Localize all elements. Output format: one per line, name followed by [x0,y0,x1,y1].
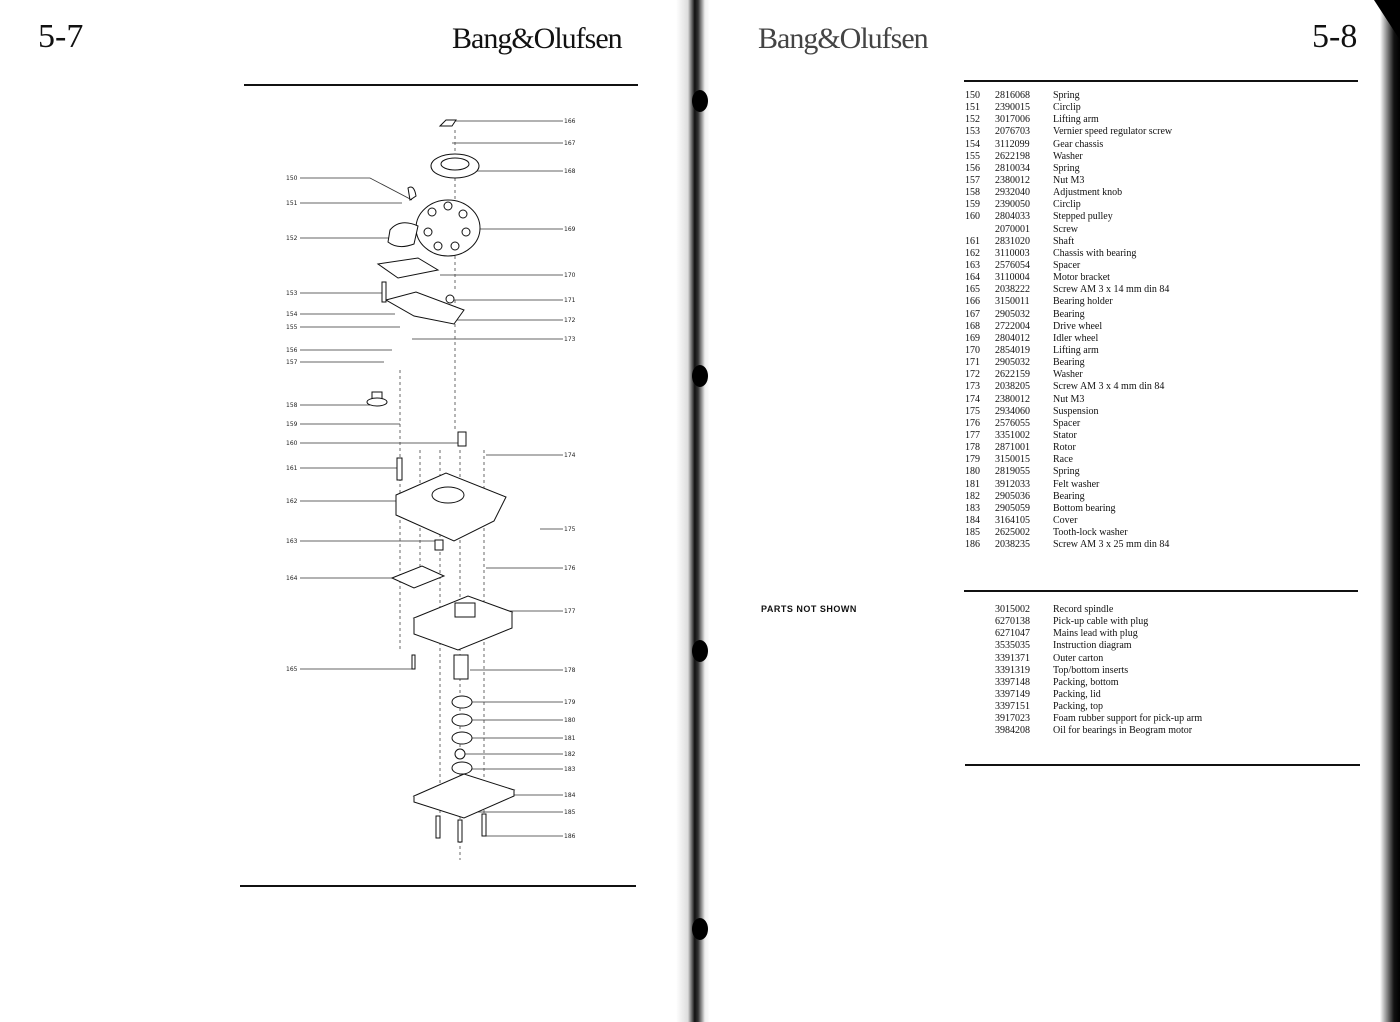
part-number: 2871001 [995,442,1030,454]
position-number: 156 [965,162,980,174]
part-number: 2622198 [995,150,1030,162]
part-number: 2905032 [995,308,1030,320]
callout-label: 169 [564,226,576,233]
spring-ring-shape [452,714,472,726]
part-description: Spring [1053,90,1080,101]
callout-label: 162 [286,498,298,505]
part-number: 3015002 [995,604,1030,615]
not-shown-row [965,616,1202,628]
part-description: Stator [1053,429,1077,441]
callout-label: 178 [564,667,576,674]
callout-label: 164 [286,575,298,582]
position-number: 150 [965,90,980,101]
callout-label: 168 [564,168,576,175]
part-description: Rotor [1053,442,1076,454]
part-description: Outer carton [1053,652,1104,664]
right-mid-rule [964,590,1358,592]
part-description: Mains lead with plug [1053,628,1138,640]
position-number: 168 [965,320,980,332]
position-number: 181 [965,478,980,490]
position-number [965,725,995,737]
position-number [965,665,995,677]
parts-row [965,515,1172,527]
part-number: 2622159 [995,369,1030,381]
right-page-number: 5-8 [1312,18,1358,55]
page-gutter [676,0,710,1022]
parts-row [965,187,1172,199]
position-number: 183 [965,502,980,514]
not-shown-row [965,640,1202,652]
position-number: 175 [965,405,980,417]
bearing-holder-shape [440,120,456,126]
callout-label: 183 [564,766,576,773]
right-bottom-rule [965,764,1360,766]
parts-row [965,284,1172,296]
parts-row [965,333,1172,345]
part-number: 2934060 [995,405,1030,417]
part-description: Idler wheel [1053,332,1099,344]
position-number: 177 [965,429,980,441]
part-description: Nut M3 [1053,393,1085,405]
part-number: 2380012 [995,393,1030,405]
part-description: Bearing [1053,490,1085,502]
position-number [965,653,995,665]
part-description: Vernier speed regulator screw [1053,126,1173,138]
part-number: 3150015 [995,454,1030,466]
lifting-arm-shape [388,223,418,247]
binding-hole [692,365,708,387]
part-description: Nut M3 [1053,174,1085,186]
parts-row [965,394,1172,406]
callout-label: 182 [564,751,576,758]
part-description: Spring [1053,466,1080,478]
callout-label: 173 [564,336,576,343]
parts-row [965,236,1172,248]
parts-row [965,345,1172,357]
position-number: 179 [965,454,980,466]
part-number: 3017006 [995,114,1030,126]
part-number: 2038235 [995,539,1030,551]
part-description: Washer [1053,369,1083,381]
shaft-shape [397,458,402,480]
part-number: 2076703 [995,126,1030,138]
idler-wheel-hole-shape [444,202,452,210]
parts-row [965,139,1172,151]
not-shown-row [965,725,1202,737]
part-description: Screw AM 3 x 4 mm din 84 [1053,381,1165,393]
bearing-ball-shape [455,749,465,759]
screw-shape [412,655,415,669]
left-brand-logo: Bang&Olufsen [452,22,622,55]
idler-wheel-hole-shape [428,208,436,216]
parts-row [965,224,1172,236]
position-number: 162 [965,247,980,259]
position-number: 167 [965,308,980,320]
spring-shape [408,187,416,200]
part-description: Spacer [1053,259,1081,271]
part-number: 2038222 [995,284,1030,296]
callout-label: 170 [564,272,576,279]
position-number: 171 [965,357,980,369]
not-shown-row [965,653,1202,665]
right-brand-logo: Bang&Olufsen [758,22,928,55]
position-number: 176 [965,417,980,429]
screw-shape [458,820,462,842]
position-number: 166 [965,296,980,308]
exploded-view-diagram [270,100,600,870]
callout-label: 153 [286,290,298,297]
callout-label: 186 [564,833,576,840]
parts-list [965,90,1172,551]
part-description: Adjustment knob [1053,187,1123,199]
parts-row [965,272,1172,284]
part-number: 3112099 [995,138,1030,150]
parts-row [965,491,1172,503]
part-number: 2804012 [995,332,1030,344]
parts-row [965,175,1172,187]
callout-label: 180 [564,717,576,724]
not-shown-row [965,713,1202,725]
parts-row [965,114,1172,126]
part-number: 2576054 [995,259,1030,271]
part-description: Shaft [1053,235,1075,247]
callout-label: 185 [564,809,576,816]
part-description: Screw AM 3 x 25 mm din 84 [1053,539,1170,551]
position-number: 152 [965,114,980,126]
parts-not-shown-heading: PARTS NOT SHOWN [761,604,857,614]
callout-label: 165 [286,666,298,673]
position-number: 170 [965,344,980,356]
binding-hole [692,640,708,662]
part-number: 2804033 [995,211,1030,223]
part-description: Washer [1053,150,1083,162]
part-number: 2819055 [995,466,1030,478]
parts-row [965,357,1172,369]
part-description: Motor bracket [1053,272,1110,284]
parts-row [965,296,1172,308]
position-number: 155 [965,150,980,162]
not-shown-row [965,677,1202,689]
stator-core-shape [455,603,475,617]
part-number: 2576055 [995,417,1030,429]
binding-hole [692,90,708,112]
part-description: Drive wheel [1053,320,1103,332]
part-number: 3917023 [995,713,1030,725]
part-number: 2380012 [995,174,1030,186]
callout-label: 150 [286,175,298,182]
part-description: Suspension [1053,405,1099,417]
parts-row [965,406,1172,418]
race-shape [452,696,472,708]
parts-row [965,211,1172,223]
part-description: Screw [1053,223,1078,235]
parts-row [965,260,1172,272]
callout-label: 161 [286,465,298,472]
part-description: Gear chassis [1053,138,1104,150]
page-edge-shadow [1380,0,1400,1022]
part-number: 3164105 [995,514,1030,526]
part-number: 3351002 [995,429,1030,441]
part-description: Chassis with bearing [1053,247,1137,259]
callout-label: 160 [286,440,298,447]
callout-label: 154 [286,311,298,318]
part-description: Pick-up cable with plug [1053,616,1149,628]
part-description: Instruction diagram [1053,640,1132,652]
parts-row [965,527,1172,539]
screw-shape [482,814,486,836]
position-number: 180 [965,466,980,478]
parts-not-shown-list [965,604,1202,738]
screw-shape [436,816,440,838]
idler-wheel-hole-shape [451,242,459,250]
part-description: Spacer [1053,417,1081,429]
binding-hole [692,918,708,940]
position-number [965,224,995,236]
part-number: 2932040 [995,187,1030,199]
position-number: 185 [965,527,980,539]
position-number: 163 [965,259,980,271]
position-number [965,616,995,628]
position-number: 172 [965,369,980,381]
part-description: Packing, top [1053,701,1103,713]
callout-label: 157 [286,359,298,366]
left-page-number: 5-7 [38,18,84,55]
part-number: 3110003 [995,247,1030,259]
position-number [965,689,995,701]
part-description: Circlip [1053,102,1081,114]
parts-row [965,163,1172,175]
callout-label: 152 [286,235,298,242]
callout-label: 155 [286,324,298,331]
part-description: Bottom bearing [1053,502,1116,514]
idler-wheel-hole-shape [462,228,470,236]
parts-row [965,248,1172,260]
position-number: 159 [965,199,980,211]
position-number: 154 [965,138,980,150]
parts-row [965,199,1172,211]
parts-row [965,381,1172,393]
part-description: Race [1053,454,1073,466]
not-shown-row [965,689,1202,701]
position-number: 153 [965,126,980,138]
part-number: 2038205 [995,381,1030,393]
idler-wheel-hole-shape [459,210,467,218]
callout-label: 166 [564,118,576,125]
callout-label: 159 [286,421,298,428]
not-shown-row [965,628,1202,640]
part-number: 2905032 [995,357,1030,369]
callout-label: 175 [564,526,576,533]
parts-row [965,454,1172,466]
not-shown-row [965,604,1202,616]
part-description: Felt washer [1053,478,1100,490]
part-number: 3150011 [995,296,1030,308]
position-number: 151 [965,102,980,114]
part-description: Tooth-lock washer [1053,527,1128,539]
parts-row [965,539,1172,551]
not-shown-row [965,701,1202,713]
part-description: Packing, bottom [1053,676,1119,688]
chassis-shape [396,473,506,541]
position-number: 165 [965,284,980,296]
position-number: 161 [965,235,980,247]
callout-label: 177 [564,608,576,615]
position-number: 182 [965,490,980,502]
position-number: 184 [965,514,980,526]
part-number: 3391371 [995,652,1030,664]
position-number: 186 [965,539,980,551]
callout-label: 184 [564,792,576,799]
parts-row [965,90,1172,102]
callout-label: 172 [564,317,576,324]
part-number: 2854019 [995,344,1030,356]
lifting-arm-plate-shape [378,258,438,278]
parts-row [965,102,1172,114]
bottom-bearing-shape [452,762,472,774]
parts-row [965,479,1172,491]
part-number: 3391319 [995,664,1030,676]
part-description: Stepped pulley [1053,211,1113,223]
part-description: Circlip [1053,199,1081,211]
position-number: 164 [965,272,980,284]
parts-row [965,369,1172,381]
callout-label: 174 [564,452,576,459]
parts-row [965,503,1172,515]
parts-row [965,151,1172,163]
parts-row [965,466,1172,478]
position-number [965,713,995,725]
part-description: Cover [1053,514,1078,526]
position-number: 173 [965,381,980,393]
position-number: 157 [965,174,980,186]
stepped-pulley-shape [458,432,466,446]
part-number: 6270138 [995,616,1030,628]
chassis-bearing-shape [432,487,464,503]
bearing-shape [446,295,454,303]
part-number: 3110004 [995,272,1030,284]
part-number: 2905059 [995,502,1030,514]
rotor-shape [454,655,468,679]
part-description: Lifting arm [1053,114,1099,126]
position-number: 174 [965,393,980,405]
part-description: Bearing [1053,308,1085,320]
spacer-shape [435,540,443,550]
part-number: 3912033 [995,478,1030,490]
position-number: 158 [965,187,980,199]
callout-label: 179 [564,699,576,706]
right-top-rule [964,80,1358,82]
drive-wheel-hub-shape [441,158,469,170]
part-description: Record spindle [1053,604,1114,615]
part-number: 3397149 [995,688,1030,700]
callout-label: 158 [286,402,298,409]
part-number: 2810034 [995,162,1030,174]
part-description: Spring [1053,162,1080,174]
leader-line [300,178,412,200]
parts-row [965,442,1172,454]
parts-row [965,418,1172,430]
part-description: Oil for bearings in Beogram motor [1053,725,1193,737]
stator-body-shape [414,612,512,650]
position-number: 160 [965,211,980,223]
adjustment-knob-base-shape [367,398,387,406]
callout-label: 151 [286,200,298,207]
part-number: 2390050 [995,199,1030,211]
left-bottom-rule [240,885,636,887]
parts-row [965,126,1172,138]
callout-label: 181 [564,735,576,742]
callout-label: 167 [564,140,576,147]
part-description: Bearing [1053,357,1085,369]
part-description: Lifting arm [1053,344,1099,356]
position-number [965,677,995,689]
callout-label: 163 [286,538,298,545]
part-number: 3984208 [995,725,1030,737]
position-number [965,604,995,616]
position-number: 178 [965,442,980,454]
not-shown-row [965,665,1202,677]
part-description: Screw AM 3 x 14 mm din 84 [1053,284,1170,296]
idler-wheel-hole-shape [434,242,442,250]
part-number: 3397151 [995,701,1030,713]
position-number: 169 [965,332,980,344]
parts-row [965,321,1172,333]
part-number: 2831020 [995,235,1030,247]
parts-row [965,309,1172,321]
callout-label: 171 [564,297,576,304]
part-number: 6271047 [995,628,1030,640]
part-number: 3535035 [995,640,1030,652]
part-number: 2625002 [995,527,1030,539]
part-number: 2722004 [995,320,1030,332]
regulator-screw-shape [382,282,386,302]
part-number: 2905036 [995,490,1030,502]
part-description: Top/bottom inserts [1053,664,1129,676]
part-description: Bearing holder [1053,296,1113,308]
idler-wheel-hole-shape [424,228,432,236]
parts-row [965,430,1172,442]
part-number: 2816068 [995,90,1030,101]
position-number [965,701,995,713]
part-number: 2070001 [995,223,1030,235]
callout-label: 176 [564,565,576,572]
part-number: 3397148 [995,676,1030,688]
position-number [965,628,995,640]
part-description: Packing, lid [1053,688,1101,700]
part-number: 2390015 [995,102,1030,114]
callout-label: 156 [286,347,298,354]
part-description: Foam rubber support for pick-up arm [1053,713,1203,725]
left-top-rule [244,84,638,86]
position-number [965,640,995,652]
felt-washer-shape [452,732,472,744]
